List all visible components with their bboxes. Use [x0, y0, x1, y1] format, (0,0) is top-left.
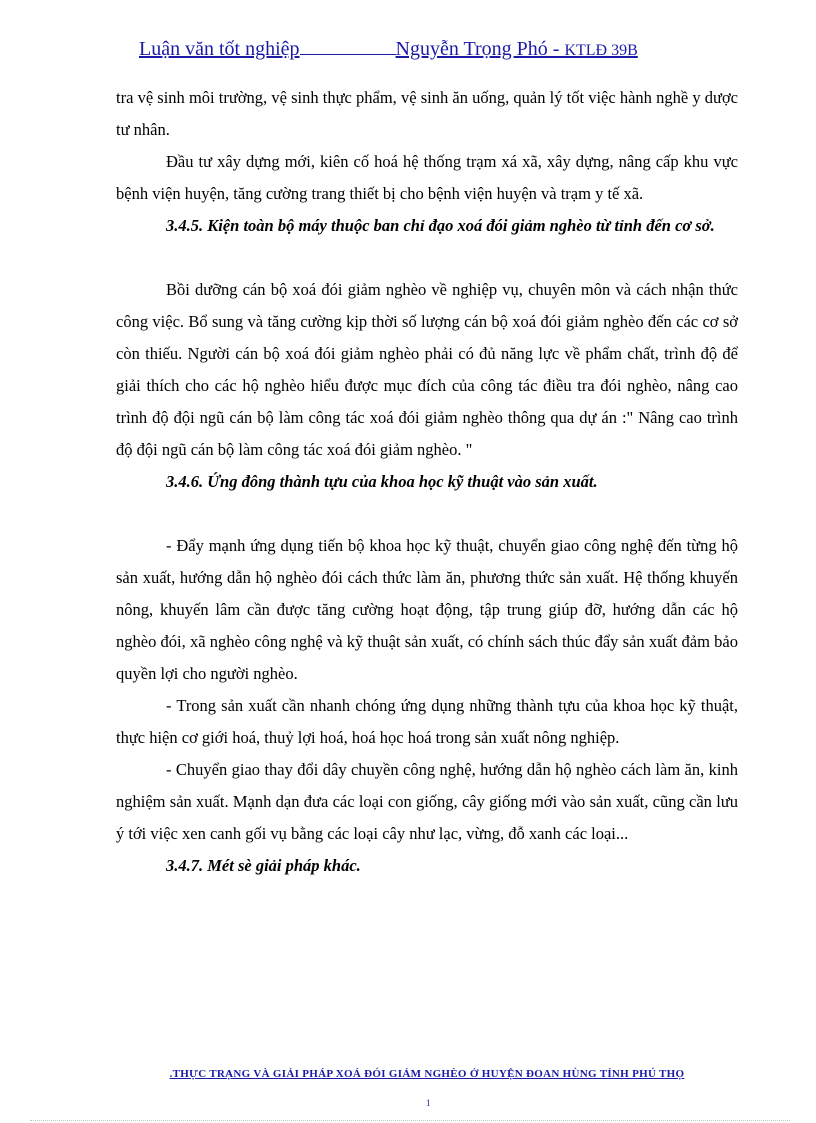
header-class-code: KTLĐ 39B — [564, 42, 638, 59]
header-author — [396, 38, 638, 60]
page-bottom-rule — [30, 1120, 790, 1121]
paragraph: Đầu tư xây dựng mới, kiên cố hoá hệ thống trạm xá xã, xây dựng, nâng cấp khu vực bệnh viện huyện, tăng cường trang thiết bị cho bệnh viện huyện và trạm y tế xã. — [116, 152, 738, 203]
page-footer: .THỰC TRẠNG VÀ GIẢI PHÁP XOÁ ĐÓI GIẢM NGHÈO Ở HUYỆN ĐOAN HÙNG TỈNH PHÚ THỌ — [169, 1068, 685, 1080]
blank-line — [116, 242, 738, 274]
header-underline-gap — [300, 40, 396, 55]
document-body — [116, 82, 738, 882]
page-header — [139, 38, 719, 61]
section-heading: 3.4.7. Mét sè giải pháp khác. — [166, 856, 361, 875]
section-heading: 3.4.6. Ứng đông thành tựu của khoa học kỹ thuật vào sản xuất. — [166, 472, 598, 491]
paragraph: Bồi dưỡng cán bộ xoá đói giảm nghèo về nghiệp vụ, chuyên môn và cách nhận thức công việc. Bổ sung và tăng cường kịp thời số lượng cán bộ xoá đói giảm nghèo đến các cơ sở còn thiếu. Người cán bộ xoá đói giảm nghèo phải có đủ năng lực về phẩm chất, trình độ để giải thích cho các hộ nghèo hiểu được mục đích của công tác điều tra đói nghèo, nâng cao trình độ đội ngũ cán bộ làm công tác xoá đói giảm nghèo thông qua dự án :" Nâng cao trình độ đội ngũ cán bộ làm công tác xoá đói giảm nghèo. " — [116, 280, 738, 459]
header-author-name: Nguyễn Trọng Phó - — [395, 38, 565, 60]
paragraph: - Trong sản xuất cần nhanh chóng ứng dụng những thành tựu của khoa học kỹ thuật, thực hiện cơ giới hoá, thuỷ lợi hoá, hoá học hoá trong sản xuất nông nghiệp. — [116, 696, 738, 747]
paragraph: - Chuyển giao thay đổi dây chuyền công nghệ, hướng dẫn hộ nghèo cách làm ăn, kinh nghiệm sản xuất. Mạnh dạn đưa các loại con giống, cây giống mới vào sản xuất, cũng cần lưu ý tới việc xen canh gối vụ bằng các loại cây như lạc, vừng, đỗ xanh các loại... — [116, 760, 738, 843]
page-number: 1 — [426, 1098, 431, 1108]
header-title: Luận văn tốt nghiệp — [139, 38, 300, 60]
paragraph: tra vệ sinh môi trường, vệ sinh thực phẩm, vệ sinh ăn uống, quản lý tốt việc hành nghề y dược tư nhân. — [116, 88, 738, 139]
blank-line — [116, 498, 738, 530]
paragraph: - Đẩy mạnh ứng dụng tiến bộ khoa học kỹ thuật, chuyển giao công nghệ đến từng hộ sản xuất, hướng dẫn hộ nghèo đói cách thức làm ăn, phương thức sản xuất. Hệ thống khuyến nông, khuyến lâm cần được tăng cường hoạt động, tập trung giúp đỡ, hướng dẫn các hộ nghèo đói, xã nghèo công nghệ và kỹ thuật sản xuất, có chính sách thúc đẩy sản xuất đảm bảo quyền lợi cho người nghèo. — [116, 536, 738, 683]
section-heading: 3.4.5. Kiện toàn bộ máy thuộc ban chỉ đạo xoá đói giảm nghèo từ tỉnh đến cơ sở. — [166, 216, 715, 235]
